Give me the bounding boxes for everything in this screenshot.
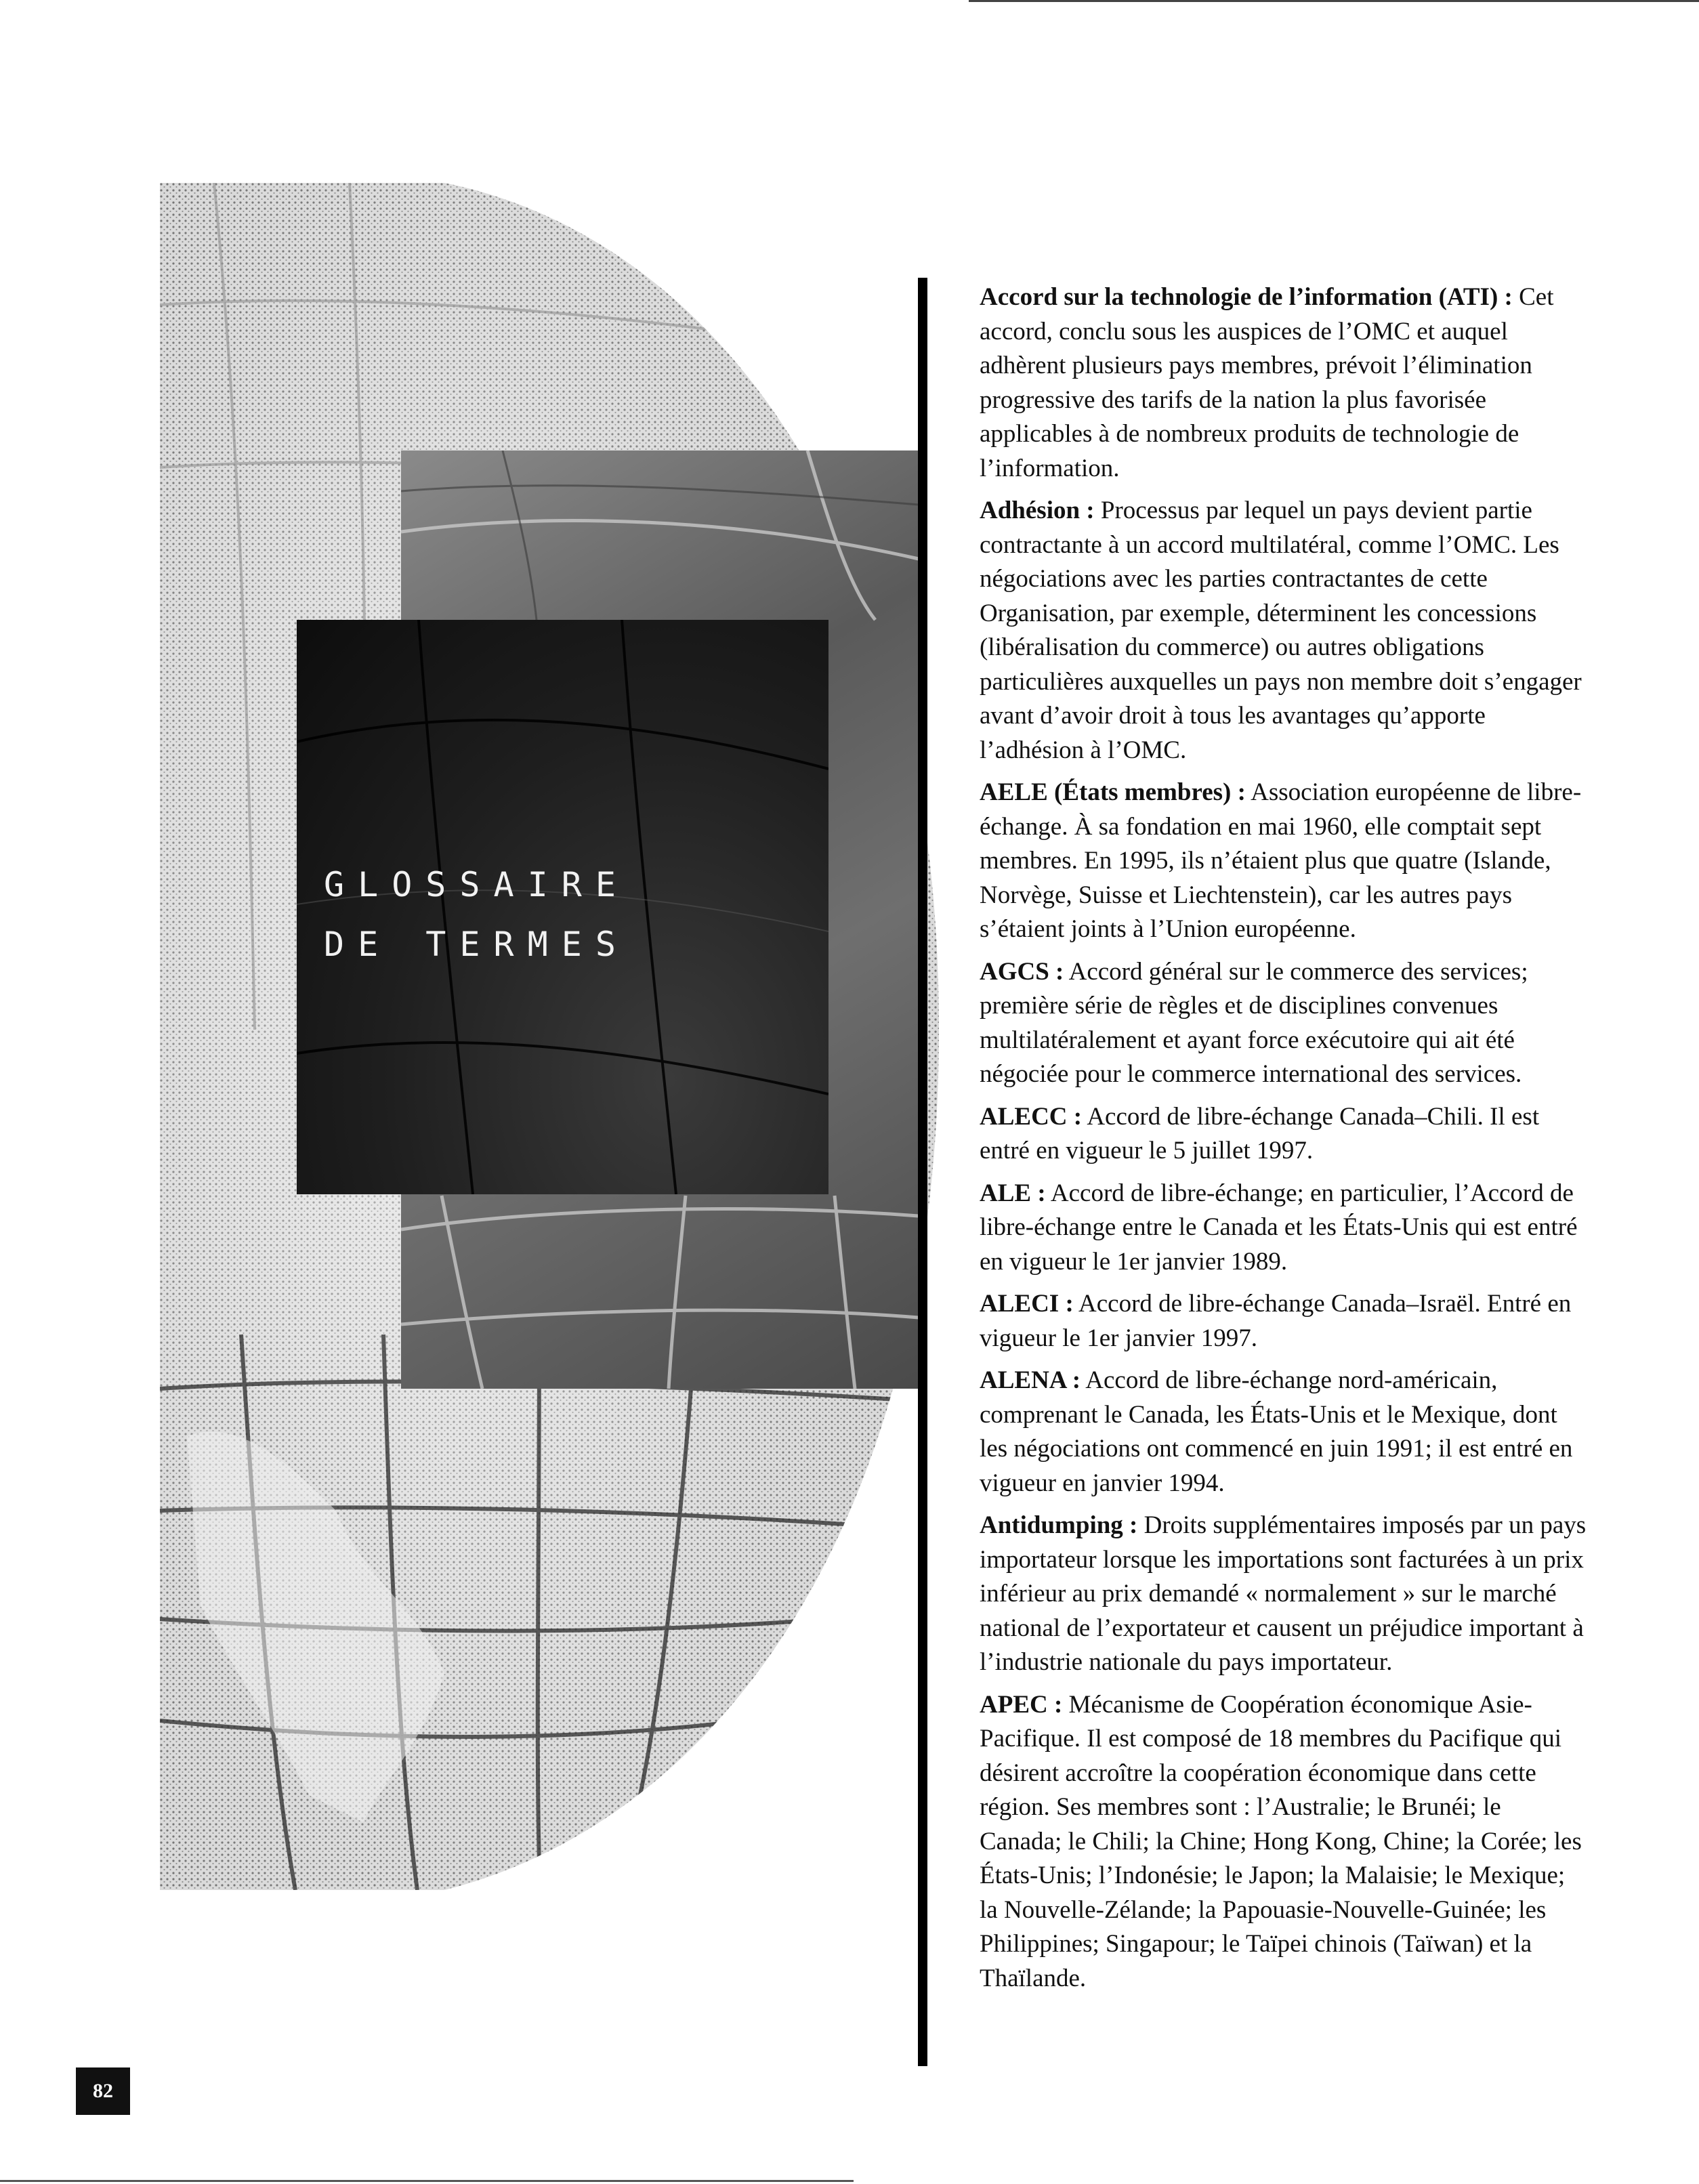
glossary-term: ALECC :: [980, 1102, 1083, 1131]
vertical-divider: [918, 278, 927, 2066]
section-title: [324, 855, 629, 974]
glossary-definition: Accord de libre-échange; en particulier, l’Accord de libre-échange entre le Canada et les États-Unis qui est entré en vigueur le 1er janvier 1989.: [980, 1179, 1578, 1276]
glossary-entry: [980, 1287, 1587, 1356]
glossary-definition: Association européenne de libre-échange. À sa fondation en mai 1960, elle comptait sept membres. En 1995, ils n’étaient plus que quatre (Islande, Norvège, Suisse et Liechtenstein), car les autres pays s’étaient joints à l’Union européenne.: [980, 778, 1582, 943]
glossary-term: ALENA :: [980, 1366, 1081, 1394]
glossary-term: Adhésion :: [980, 497, 1095, 524]
glossary-list: [980, 280, 1587, 2004]
glossary-entry: [980, 1364, 1587, 1500]
glossary-term: AELE (États membres) :: [980, 778, 1246, 806]
glossary-definition: Cet accord, conclu sous les auspices de l’OMC et auquel adhèrent plusieurs pays membres, prévoit l’élimination progressive des tarifs de la nation la plus favorisée applicables à de nombreux produits de technologie de l’information.: [980, 283, 1554, 482]
glossary-entry: [980, 955, 1587, 1092]
glossary-entry: [980, 494, 1587, 768]
section-title-line-2: DE TERMES: [324, 925, 629, 964]
glossary-definition: Processus par lequel un pays devient partie contractante à un accord multilatéral, comme l’OMC. Les négociations avec les parties contractantes de cette Organisation, par exemple, déterminent les concessions (libéralisation du commerce) ou autres obligations particulières auxquelles un pays non membre doit s’engager avant d’avoir droit à tous les avantages qu’apporte l’adhésion à l’OMC.: [980, 497, 1582, 764]
glossary-term: Accord sur la technologie de l’information (ATI) :: [980, 283, 1513, 311]
glossary-definition: Accord de libre-échange Canada–Israël. Entré en vigueur le 1er janvier 1997.: [980, 1290, 1572, 1352]
glossary-definition: Accord de libre-échange nord-américain, comprenant le Canada, les États-Unis et le Mexique, dont les négociations ont commencé en juin 1991; il est entré en vigueur en janvier 1994.: [980, 1366, 1573, 1497]
section-title-line-1: GLOSSAIRE: [324, 865, 629, 904]
glossary-entry: [980, 1177, 1587, 1280]
glossary-term: AGCS :: [980, 957, 1064, 986]
glossary-definition: Accord général sur le commerce des services; première série de règles et de disciplines convenues multilatéralement et ayant force exécutoire qui ait été négociée pour le commerce international des services.: [980, 957, 1528, 1088]
glossary-entry: [980, 776, 1587, 947]
glossary-entry: [980, 1688, 1587, 1996]
glossary-definition: Accord de libre-échange Canada–Chili. Il est entré en vigueur le 5 juillet 1997.: [980, 1102, 1540, 1164]
glossary-term: Antidumping :: [980, 1511, 1138, 1539]
glossary-entry: [980, 1509, 1587, 1680]
glossary-entry: [980, 280, 1587, 486]
glossary-term: APEC :: [980, 1690, 1063, 1719]
glossary-entry: [980, 1100, 1587, 1169]
bottom-rule: [0, 2180, 854, 2182]
page-number: 82: [76, 2067, 130, 2115]
glossary-term: ALE :: [980, 1179, 1046, 1207]
top-rule: [969, 0, 1699, 2]
glossary-definition: Mécanisme de Coopération économique Asie-Pacifique. Il est composé de 18 membres du Pacifique qui désirent accroître la coopération économique dans cette région. Ses membres sont : l’Australie; le Brunéi; le Canada; le Chili; la Chine; Hong Kong, Chine; la Corée; les États-Unis; l’Indonésie; le Japon; la Malaisie; le Mexique; la Nouvelle-Zélande; la Papouasie-Nouvelle-Guinée; les Philippines; Singapour; le Taïpei chinois (Taïwan) et la Thaïlande.: [980, 1690, 1582, 1992]
glossary-definition: Droits supplémentaires imposés par un pays importateur lorsque les importations sont facturées à un prix inférieur au prix demandé « normalement » sur le marché national de l’exportateur et causent un préjudice important à l’industrie nationale du pays importateur.: [980, 1511, 1587, 1676]
glossary-term: ALECI :: [980, 1290, 1074, 1318]
